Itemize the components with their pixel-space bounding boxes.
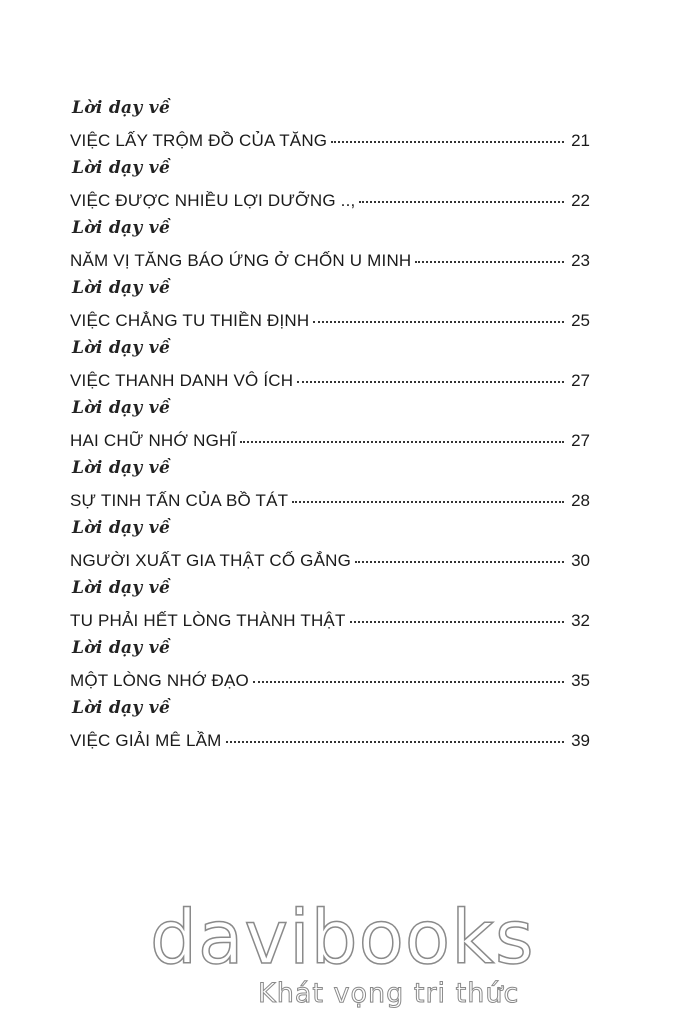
toc-entry (70, 338, 590, 398)
toc-entry (70, 398, 590, 458)
toc-entry (70, 458, 590, 518)
toc-entry-line (70, 190, 590, 212)
toc-entry-heading: Lời dạy về (72, 458, 171, 478)
toc-entry-title: MỘT LÒNG NHỚ ĐẠO (70, 671, 249, 690)
watermark-slogan: Khát vọng tri thức (258, 978, 520, 1009)
toc-entry-line (70, 250, 590, 272)
toc-entry-page: 23 (571, 251, 590, 270)
toc-entry (70, 158, 590, 218)
dot-leader (355, 561, 564, 563)
dot-leader (240, 441, 564, 443)
toc-entry-line (70, 430, 590, 452)
toc-entry-title: TU PHẢI HẾT LÒNG THÀNH THẬT (70, 611, 346, 630)
toc-entry-heading: Lời dạy về (72, 278, 171, 298)
toc-entry-title: VIỆC THANH DANH VÔ ÍCH (70, 371, 294, 390)
toc-entry-title: VIỆC ĐƯỢC NHIỀU LỢI DƯỠNG .., (70, 191, 356, 210)
toc-entry-line (70, 490, 590, 512)
toc-entry-page: 30 (571, 551, 590, 570)
dot-leader (292, 501, 564, 503)
toc-entry-title: VIỆC LẤY TRỘM ĐỒ CỦA TĂNG (70, 131, 328, 150)
watermark-brand: davibooks (150, 895, 535, 981)
toc-entry (70, 98, 590, 158)
toc-entry-heading: Lời dạy về (72, 638, 171, 658)
toc-entry-line (70, 130, 590, 152)
dot-leader (297, 381, 564, 383)
toc-entry-page: 28 (571, 491, 590, 510)
toc-entry-page: 22 (571, 191, 590, 210)
toc-entry-page: 32 (571, 611, 590, 630)
toc-entry-line (70, 310, 590, 332)
toc-entry-heading: Lời dạy về (72, 578, 171, 598)
toc-entry-title: SỰ TINH TẤN CỦA BỒ TÁT (70, 491, 289, 510)
dot-leader (253, 681, 564, 683)
toc-entry-line (70, 730, 590, 752)
dot-leader (313, 321, 564, 323)
toc-entry-title: HAI CHỮ NHỚ NGHĨ (70, 431, 237, 450)
toc-entry (70, 698, 590, 758)
dot-leader (331, 141, 564, 143)
toc-entry-page: 35 (571, 671, 590, 690)
toc-entry-title: VIỆC GIẢI MÊ LẦM (70, 731, 222, 750)
toc-entry (70, 578, 590, 638)
toc-entry-line (70, 370, 590, 392)
toc-entry-line (70, 550, 590, 572)
toc-entry-heading: Lời dạy về (72, 518, 171, 538)
toc-entry-page: 21 (571, 131, 590, 150)
toc-entry-page: 27 (571, 431, 590, 450)
toc-entry (70, 218, 590, 278)
watermark (150, 895, 570, 1025)
toc-entry (70, 278, 590, 338)
toc-entry-heading: Lời dạy về (72, 398, 171, 418)
toc-entry-line (70, 610, 590, 632)
toc-entry-heading: Lời dạy về (72, 158, 171, 178)
dot-leader (359, 201, 564, 203)
toc-entry-page: 25 (571, 311, 590, 330)
toc-entry-title: NGƯỜI XUẤT GIA THẬT CỐ GẮNG (70, 551, 352, 570)
toc-entry-heading: Lời dạy về (72, 338, 171, 358)
table-of-contents (70, 98, 590, 758)
dot-leader (350, 621, 564, 623)
dot-leader (226, 741, 564, 743)
toc-entry (70, 638, 590, 698)
toc-entry-line (70, 670, 590, 692)
toc-entry-heading: Lời dạy về (72, 698, 171, 718)
toc-entry-page: 39 (571, 731, 590, 750)
toc-entry-title: VIỆC CHẲNG TU THIỀN ĐỊNH (70, 311, 310, 330)
toc-entry-heading: Lời dạy về (72, 218, 171, 238)
dot-leader (415, 261, 564, 263)
toc-entry-heading: Lời dạy về (72, 98, 171, 118)
toc-entry-title: NĂM VỊ TĂNG BÁO ỨNG Ở CHỐN U MINH (70, 251, 412, 270)
toc-entry-page: 27 (571, 371, 590, 390)
toc-entry (70, 518, 590, 578)
